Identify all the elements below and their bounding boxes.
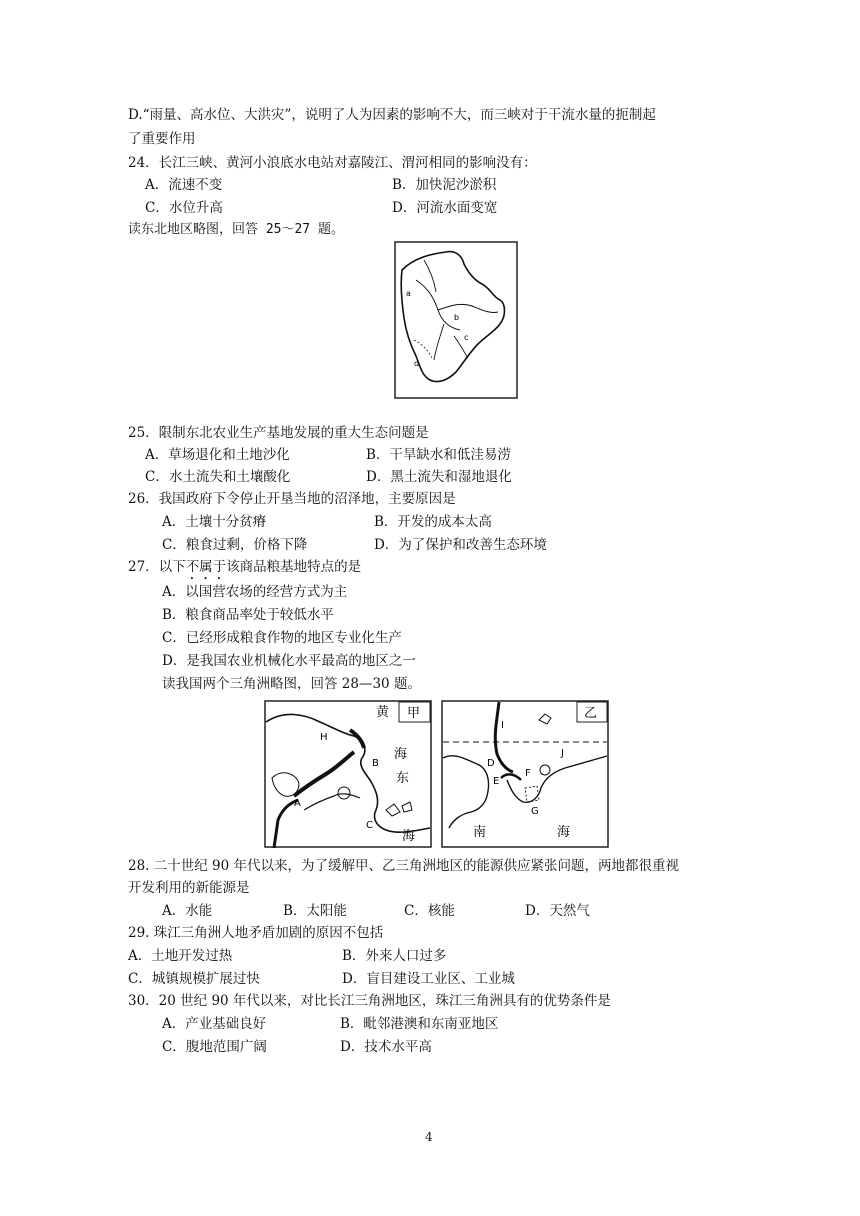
q30-stem: 30．20 世纪 90 年代以来，对比长江三角洲地区，珠江三角洲具有的优势条件是 xyxy=(128,993,611,1009)
map-jia-label-c: C xyxy=(366,820,373,831)
map-yi-label-i: I xyxy=(501,720,504,731)
q28-option-c: C．核能 xyxy=(404,903,455,919)
q28-option-d: D．天然气 xyxy=(525,903,590,919)
map-label-d: d xyxy=(414,359,420,368)
q26-stem: 26．我国政府下令停止开垦当地的沼泽地，主要原因是 xyxy=(128,491,456,507)
q27-option-a: A．以国营农场的经营方式为主 xyxy=(162,584,348,600)
delta-map-yi-figure xyxy=(441,700,609,848)
q24-option-c: C．水位升高 xyxy=(145,200,223,216)
map-label-a: a xyxy=(406,289,411,298)
q29-option-c: C．城镇规模扩展过快 xyxy=(128,971,260,987)
q24-option-b: B．加快泥沙淤积 xyxy=(392,177,497,193)
q27-stem-pre: 27．以下 xyxy=(128,559,186,575)
q24-option-a: A．流速不变 xyxy=(145,177,223,193)
map-label-c: c xyxy=(464,333,469,342)
q27-stem-emphasis: 不属于 xyxy=(185,559,227,575)
map-jia-tag: 甲 xyxy=(407,706,421,721)
q27-option-c: C．已经形成粮食作物的地区专业化生产 xyxy=(162,630,402,646)
sea-label-hai-1: 海 xyxy=(394,747,408,762)
map-yi-label-e: E xyxy=(493,776,500,787)
map-yi-tag: 乙 xyxy=(584,706,598,721)
q29-option-b: B．外来人口过多 xyxy=(342,948,447,964)
q30-option-d: D．技术水平高 xyxy=(340,1039,432,1055)
q27-option-d: D．是我国农业机械化水平最高的地区之一 xyxy=(162,653,416,669)
q27-stem xyxy=(128,558,361,583)
sea-label-dong: 东 xyxy=(396,771,410,786)
q27-option-b: B．粮食商品率处于较低水平 xyxy=(162,607,334,623)
q24-option-d: D．河流水面变宽 xyxy=(392,200,498,216)
map-yi-label-j: J xyxy=(561,748,564,759)
map-jia-label-h: H xyxy=(320,732,328,743)
sea-label-nan: 南 xyxy=(473,825,487,840)
delta-map-jia-figure xyxy=(264,700,432,848)
q25-option-d: D．黑土流失和湿地退化 xyxy=(366,469,512,485)
q30-option-b: B．毗邻港澳和东南亚地区 xyxy=(340,1016,499,1032)
q29-stem: 29. 珠江三角洲人地矛盾加剧的原因不包括 xyxy=(128,925,384,941)
q23-option-d-line2: 了重要作用 xyxy=(128,131,196,147)
map-yi-label-g: G xyxy=(531,806,539,817)
sea-label-hai-2: 海 xyxy=(402,829,416,844)
map-jia-label-b: B xyxy=(372,758,379,769)
northeast-map-figure xyxy=(394,240,519,400)
q25-option-c: C．水土流失和土壤酸化 xyxy=(145,469,291,485)
q28-stem-line1: 28. 二十世纪 90 年代以来，为了缓解甲、乙三角洲地区的能源供应紧张问题，两地都很重视 xyxy=(128,858,680,874)
q26-option-b: B．开发的成本太高 xyxy=(374,514,492,530)
sea-label-hai-yi: 海 xyxy=(557,825,571,840)
q26-option-a: A．土壤十分贫瘠 xyxy=(162,514,267,530)
page-number: 4 xyxy=(425,1130,433,1144)
q25-option-b: B．干旱缺水和低洼易涝 xyxy=(366,447,511,463)
q28-option-a: A．水能 xyxy=(162,903,213,919)
q29-option-a: A．土地开发过热 xyxy=(128,948,233,964)
q29-option-d: D．盲目建设工业区、工业城 xyxy=(342,971,515,987)
q24-stem: 24．长江三峡、黄河小浪底水电站对嘉陵江、渭河相同的影响没有： xyxy=(128,155,537,171)
q26-option-c: C．粮食过剩，价格下降 xyxy=(162,537,308,553)
intro-28-30: 读我国两个三角洲略图，回答 28—30 题。 xyxy=(162,676,421,692)
sea-label-huang: 黄 xyxy=(376,705,390,720)
intro-25-27: 读东北地区略图，回答 25～27 题。 xyxy=(128,222,344,237)
map-yi-label-d: D xyxy=(487,758,495,769)
map-jia-label-a: A xyxy=(294,798,301,809)
q28-stem-line2: 开发利用的新能源是 xyxy=(128,880,250,896)
q25-stem: 25．限制东北农业生产基地发展的重大生态问题是 xyxy=(128,425,429,441)
q23-option-d-line1: D.“雨量、高水位、大洪灾”，说明了人为因素的影响不大，而三峡对于干流水量的扼制起 xyxy=(128,107,656,123)
map-label-b: b xyxy=(454,313,460,322)
q30-option-c: C．腹地范围广阔 xyxy=(162,1039,267,1055)
q26-option-d: D．为了保护和改善生态环境 xyxy=(374,537,547,553)
q27-stem-post: 该商品粮基地特点的是 xyxy=(226,559,362,575)
q25-option-a: A．草场退化和土地沙化 xyxy=(145,447,290,463)
q30-option-a: A．产业基础良好 xyxy=(162,1016,267,1032)
map-yi-label-f: F xyxy=(525,768,531,779)
q28-option-b: B．太阳能 xyxy=(283,903,347,919)
